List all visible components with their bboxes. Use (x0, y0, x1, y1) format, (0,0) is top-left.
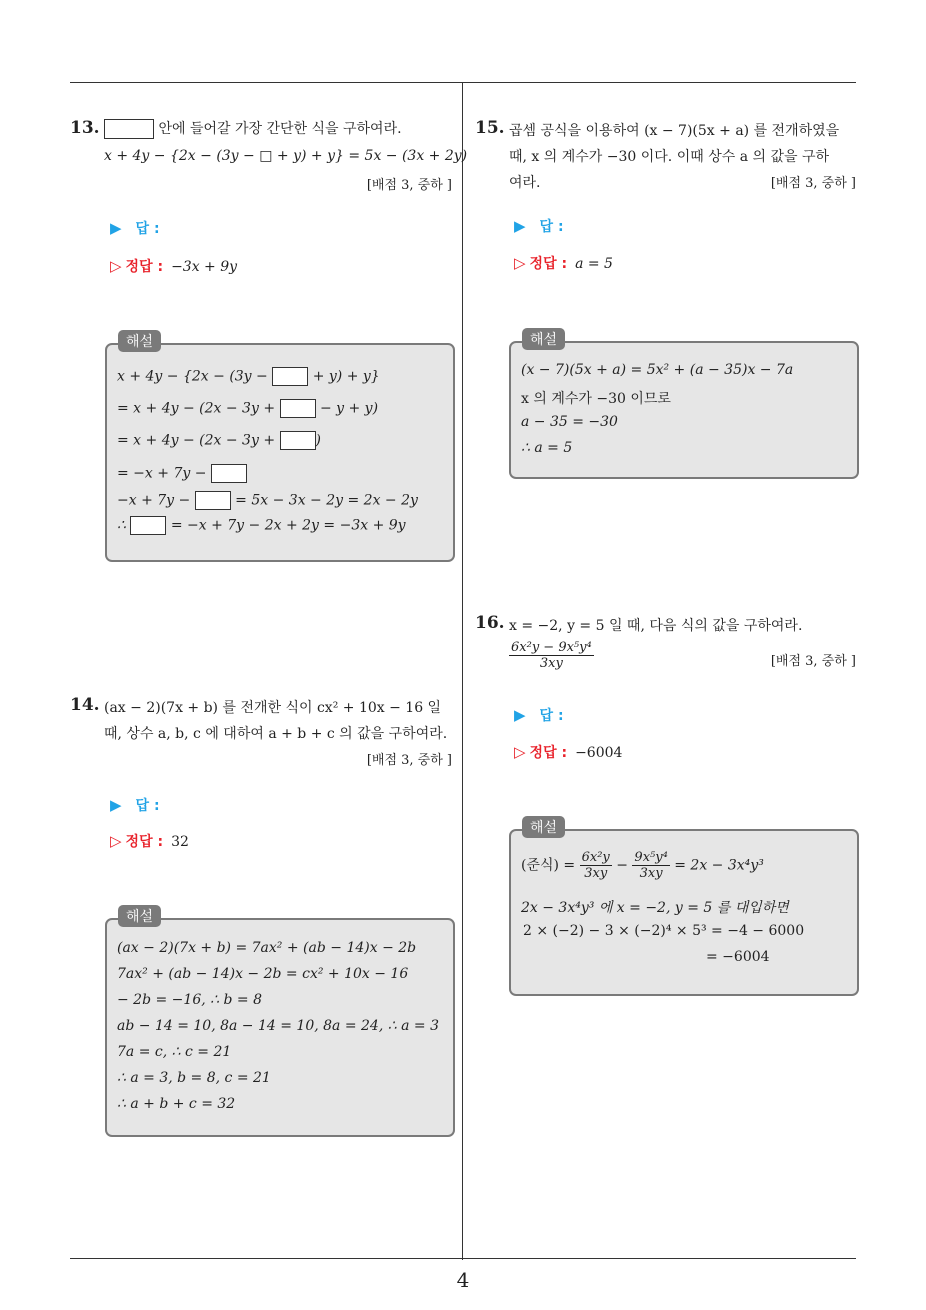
q14-sol-line3: − 2b = −16, ∴ b = 8 (117, 992, 262, 1008)
q16-correct-answer: ▷ 정답 : −6004 (514, 743, 623, 761)
q14-sol-line4: ab − 14 = 10, 8a − 14 = 10, 8a = 24, ∴ a = 3 (117, 1018, 439, 1034)
q15-score: [배점 3, 중하 ] (770, 176, 856, 191)
page-number: 4 (456, 1268, 470, 1292)
triangle-outline-icon: ▷ (110, 257, 122, 275)
q13-explanation-badge: 해설 (118, 330, 161, 352)
blank-box (195, 491, 231, 510)
q15-text3: 여라. (509, 175, 541, 191)
q14-number: 14. (70, 695, 100, 715)
q13-sol-line5: −x + 7y − = 5x − 3x − 2y = 2x − 2y (117, 492, 418, 509)
play-icon: ▶ (110, 796, 122, 814)
q14-sol-line7: ∴ a + b + c = 32 (117, 1096, 236, 1112)
q13-correct-answer: ▷ 정답 : −3x + 9y (110, 257, 238, 275)
q16-number: 16. (475, 613, 505, 633)
q16-fraction (509, 640, 594, 671)
q15-explanation-badge: 해설 (522, 328, 565, 350)
q16-sol-line2: 2x − 3x⁴y³ 에 x = −2, y = 5 를 대입하면 (521, 900, 789, 916)
q13-number: 13. (70, 118, 100, 138)
q13-sol-line3: = x + 4y − (2x − 3y + ) (117, 432, 321, 449)
q13-sol-line2: = x + 4y − (2x − 3y + − y + y) (117, 400, 379, 417)
q15-number: 15. (475, 118, 505, 138)
q14-text1: (ax − 2)(7x + b) 를 전개한 식이 cx² + 10x − 16 일 (104, 700, 442, 716)
q15-text2: 때, x 의 계수가 −30 이다. 이때 상수 a 의 값을 구하 (509, 149, 830, 165)
q16-score: [배점 3, 중하 ] (770, 654, 856, 669)
q13-blank-box (104, 119, 154, 139)
q16-sol-line3: 2 × (−2) − 3 × (−2)⁴ × 5³ = −4 − 6000 (523, 923, 805, 939)
blank-box (272, 367, 308, 386)
q13-score: [배점 3, 중하 ] (366, 178, 452, 193)
top-rule (70, 82, 856, 83)
q14-text2: 때, 상수 a, b, c 에 대하여 a + b + c 의 값을 구하여라. (104, 726, 448, 742)
q16-text1: x = −2, y = 5 일 때, 다음 식의 값을 구하여라. (509, 618, 803, 634)
blank-box (280, 431, 316, 450)
q14-sol-line6: ∴ a = 3, b = 8, c = 21 (117, 1070, 271, 1086)
q15-correct-answer: ▷ 정답 : a = 5 (514, 254, 613, 272)
q13-sol-line1: x + 4y − {2x − (3y − + y) + y} (117, 368, 380, 385)
q14-explanation-badge: 해설 (118, 905, 161, 927)
bottom-rule (70, 1258, 856, 1259)
q14-sol-line5: 7a = c, ∴ c = 21 (117, 1044, 232, 1060)
triangle-outline-icon: ▷ (514, 743, 526, 761)
q15-sol-line1: (x − 7)(5x + a) = 5x² + (a − 35)x − 7a (521, 362, 794, 378)
play-icon: ▶ (110, 219, 122, 237)
q14-sol-line2: 7ax² + (ab − 14)x − 2b = cx² + 10x − 16 (117, 966, 409, 982)
q16-explanation-badge: 해설 (522, 816, 565, 838)
q13-sol-line4: = −x + 7y − (117, 464, 247, 483)
q14-answer-prompt: ▶ 답 : (110, 796, 160, 814)
q15-sol-line2: x 의 계수가 −30 이므로 (521, 391, 671, 407)
q16-answer-prompt: ▶ 답 : (514, 706, 564, 724)
q13-answer-prompt: ▶ 답 : (110, 219, 160, 237)
q15-sol-line4: ∴ a = 5 (521, 440, 573, 456)
q13-text: 안에 들어갈 가장 간단한 식을 구하여라. (104, 118, 402, 139)
q16-frac-numerator: 6x²y − 9x⁵y⁴ (511, 640, 592, 655)
column-divider (462, 82, 463, 1260)
q15-answer-prompt: ▶ 답 : (514, 217, 564, 235)
q13-equation: x + 4y − {2x − (3y − □ + y) + y} = 5x − (3x + 2y) (104, 148, 468, 164)
q13-sol-line6: ∴ = −x + 7y − 2x + 2y = −3x + 9y (117, 517, 406, 534)
q16-frac-denominator: 3xy (539, 656, 563, 671)
triangle-outline-icon: ▷ (110, 832, 122, 850)
q15-text1: 곱셈 공식을 이용하여 (x − 7)(5x + a) 를 전개하였을 (509, 123, 840, 139)
q16-sol-line4: = −6004 (706, 949, 770, 965)
play-icon: ▶ (514, 706, 526, 724)
blank-box (211, 464, 247, 483)
q15-sol-line3: a − 35 = −30 (521, 414, 618, 430)
q14-correct-answer: ▷ 정답 : 32 (110, 832, 189, 850)
blank-box (280, 399, 316, 418)
q16-sol-line1: (준식) = $\frac{\text{6x²y}}{3xy}$ − $\frac{\text{9x⁵y⁴}}{3xy}$ = 2x − 3x⁴y³ (521, 850, 764, 881)
blank-box (130, 516, 166, 535)
play-icon: ▶ (514, 217, 526, 235)
q14-score: [배점 3, 중하 ] (366, 753, 452, 768)
triangle-outline-icon: ▷ (514, 254, 526, 272)
q14-sol-line1: (ax − 2)(7x + b) = 7ax² + (ab − 14)x − 2b (117, 940, 417, 956)
